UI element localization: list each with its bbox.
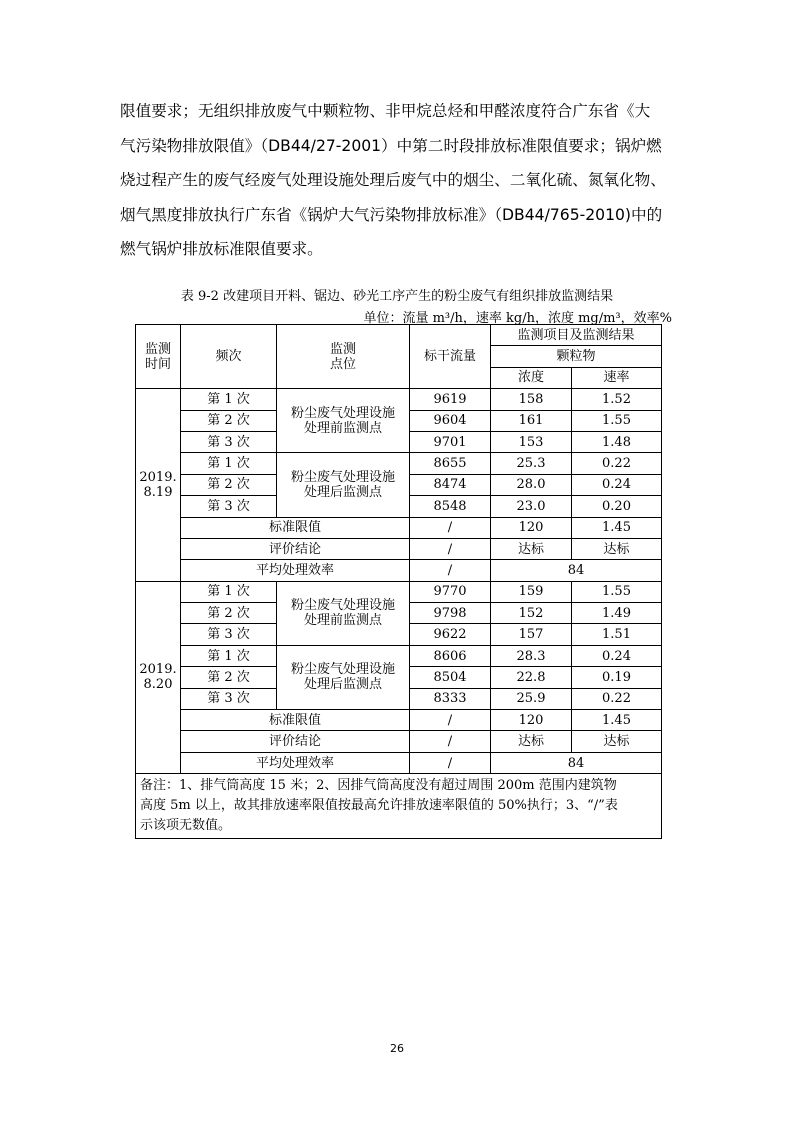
concentration-cell: 153 <box>491 431 572 452</box>
paragraph-line: 烧过程产生的废气经废气处理设施处理后废气中的烟尘、二氧化硫、氮氧化物、 <box>120 171 666 189</box>
flow-cell: 8504 <box>410 667 491 688</box>
rate-cell: 0.20 <box>572 496 662 517</box>
cell-line: 监测 <box>329 341 356 357</box>
flow-cell: 9619 <box>410 389 491 410</box>
concentration-cell: 达标 <box>491 538 572 559</box>
cell-line: 处理前监测点 <box>303 613 382 629</box>
rate-cell: 1.51 <box>572 624 662 645</box>
rate-cell: 0.24 <box>572 645 662 666</box>
efficiency-label: 平均处理效率 <box>181 752 410 773</box>
header-concentration: 浓度 <box>491 367 572 388</box>
flow-cell: 9622 <box>410 624 491 645</box>
concentration-cell: 161 <box>491 410 572 431</box>
flow-cell: 8548 <box>410 496 491 517</box>
concentration-cell: 152 <box>491 603 572 624</box>
flow-cell: 8606 <box>410 645 491 666</box>
body-paragraph <box>120 94 680 267</box>
header-row <box>136 325 662 346</box>
page-number: 26 <box>390 1042 404 1055</box>
point-after-cell <box>277 645 410 709</box>
efficiency-value: 84 <box>491 560 662 581</box>
limit-label: 标准限值 <box>181 517 410 538</box>
flow-cell: / <box>410 517 491 538</box>
rate-cell: 0.22 <box>572 453 662 474</box>
concentration-cell: 159 <box>491 581 572 602</box>
date-cell <box>136 581 181 774</box>
monitoring-results-table <box>135 324 662 839</box>
rate-cell: 1.55 <box>572 410 662 431</box>
frequency-cell: 第 1 次 <box>181 453 277 474</box>
table-caption: 表 9-2 改建项目开料、锯边、砂光工序产生的粉尘废气有组织排放监测结果 <box>180 289 614 304</box>
paragraph-line: 限值要求；无组织排放废气中颗粒物、非甲烷总烃和甲醛浓度符合广东省《大 <box>120 102 651 120</box>
rate-cell: 达标 <box>572 731 662 752</box>
cell-line: 时间 <box>144 356 171 372</box>
concentration-cell: 157 <box>491 624 572 645</box>
cell-line: 粉尘废气处理设施 <box>290 405 395 421</box>
paragraph-line: 燃气锅炉排放标准限值要求。 <box>120 240 323 258</box>
evaluation-label: 评价结论 <box>181 538 410 559</box>
rate-cell: 达标 <box>572 538 662 559</box>
evaluation-row <box>136 538 662 559</box>
concentration-cell: 达标 <box>491 731 572 752</box>
flow-cell: 9770 <box>410 581 491 602</box>
header-frequency: 频次 <box>181 325 277 389</box>
point-before-cell <box>277 389 410 453</box>
rate-cell: 1.49 <box>572 603 662 624</box>
frequency-cell: 第 2 次 <box>181 667 277 688</box>
flow-cell: 9604 <box>410 410 491 431</box>
note-line: 示该项无数值。 <box>140 818 232 834</box>
cell-line: 2019. <box>139 662 177 678</box>
header-rate: 速率 <box>572 367 662 388</box>
rate-cell: 1.48 <box>572 431 662 452</box>
rate-cell: 1.52 <box>572 389 662 410</box>
concentration-cell: 22.8 <box>491 667 572 688</box>
concentration-cell: 23.0 <box>491 496 572 517</box>
note-line: 备注：1、排气筒高度 15 米；2、因排气筒高度没有超过周围 200m 范围内建筑物 <box>140 778 617 794</box>
efficiency-value: 84 <box>491 752 662 773</box>
frequency-cell: 第 3 次 <box>181 431 277 452</box>
cell-line: 8.20 <box>143 677 173 693</box>
flow-cell: 9701 <box>410 431 491 452</box>
rate-cell: 0.19 <box>572 667 662 688</box>
flow-cell: / <box>410 560 491 581</box>
cell-line: 8.19 <box>143 484 173 500</box>
cell-line: 处理后监测点 <box>303 484 382 500</box>
flow-cell: 8474 <box>410 474 491 495</box>
limit-label: 标准限值 <box>181 710 410 731</box>
flow-cell: / <box>410 731 491 752</box>
table-row <box>136 581 662 602</box>
rate-cell: 1.55 <box>572 581 662 602</box>
unit-line: 单位：流量 m³/h，速率 kg/h，浓度 mg/m³，效率% <box>363 311 672 326</box>
header-results: 监测项目及监测结果 <box>491 325 662 346</box>
rate-cell: 0.24 <box>572 474 662 495</box>
evaluation-label: 评价结论 <box>181 731 410 752</box>
date-cell <box>136 389 181 582</box>
paragraph-line: 烟气黑度排放执行广东省《锅炉大气污染物排放标准》（DB44/765-2010)中的 <box>120 205 663 224</box>
efficiency-label: 平均处理效率 <box>181 560 410 581</box>
efficiency-row <box>136 560 662 581</box>
concentration-cell: 25.3 <box>491 453 572 474</box>
cell-line: 粉尘废气处理设施 <box>290 469 395 485</box>
header-flow: 标干流量 <box>410 325 491 389</box>
concentration-cell: 25.9 <box>491 688 572 709</box>
flow-cell: / <box>410 538 491 559</box>
header-point <box>277 325 410 389</box>
concentration-cell: 120 <box>491 517 572 538</box>
paragraph-line: 气污染物排放限值》（DB44/27-2001）中第二时段排放标准限值要求；锅炉燃 <box>120 136 662 155</box>
concentration-cell: 28.0 <box>491 474 572 495</box>
frequency-cell: 第 1 次 <box>181 581 277 602</box>
cell-line: 粉尘废气处理设施 <box>290 662 395 678</box>
point-after-cell <box>277 453 410 517</box>
frequency-cell: 第 3 次 <box>181 624 277 645</box>
table-row <box>136 645 662 666</box>
frequency-cell: 第 1 次 <box>181 389 277 410</box>
limit-row <box>136 710 662 731</box>
frequency-cell: 第 2 次 <box>181 474 277 495</box>
note-cell <box>136 774 662 839</box>
table-row <box>136 389 662 410</box>
flow-cell: / <box>410 710 491 731</box>
note-line: 高度 5m 以上，故其排放速率限值按最高允许排放速率限值的 50%执行；3、“/”表 <box>140 798 618 814</box>
table-row <box>136 453 662 474</box>
cell-line: 点位 <box>329 356 356 372</box>
note-row <box>136 774 662 839</box>
rate-cell: 1.45 <box>572 517 662 538</box>
frequency-cell: 第 2 次 <box>181 603 277 624</box>
cell-line: 监测 <box>144 341 171 357</box>
cell-line: 粉尘废气处理设施 <box>290 598 395 614</box>
evaluation-row <box>136 731 662 752</box>
frequency-cell: 第 3 次 <box>181 688 277 709</box>
flow-cell: / <box>410 752 491 773</box>
flow-cell: 8655 <box>410 453 491 474</box>
header-pollutant: 颗粒物 <box>491 346 662 367</box>
flow-cell: 9798 <box>410 603 491 624</box>
cell-line: 处理前监测点 <box>303 420 382 436</box>
concentration-cell: 158 <box>491 389 572 410</box>
cell-line: 2019. <box>139 469 177 485</box>
frequency-cell: 第 1 次 <box>181 645 277 666</box>
header-time <box>136 325 181 389</box>
frequency-cell: 第 3 次 <box>181 496 277 517</box>
flow-cell: 8333 <box>410 688 491 709</box>
point-before-cell <box>277 581 410 645</box>
cell-line: 处理后监测点 <box>303 677 382 693</box>
rate-cell: 1.45 <box>572 710 662 731</box>
frequency-cell: 第 2 次 <box>181 410 277 431</box>
concentration-cell: 120 <box>491 710 572 731</box>
concentration-cell: 28.3 <box>491 645 572 666</box>
limit-row <box>136 517 662 538</box>
efficiency-row <box>136 752 662 773</box>
rate-cell: 0.22 <box>572 688 662 709</box>
